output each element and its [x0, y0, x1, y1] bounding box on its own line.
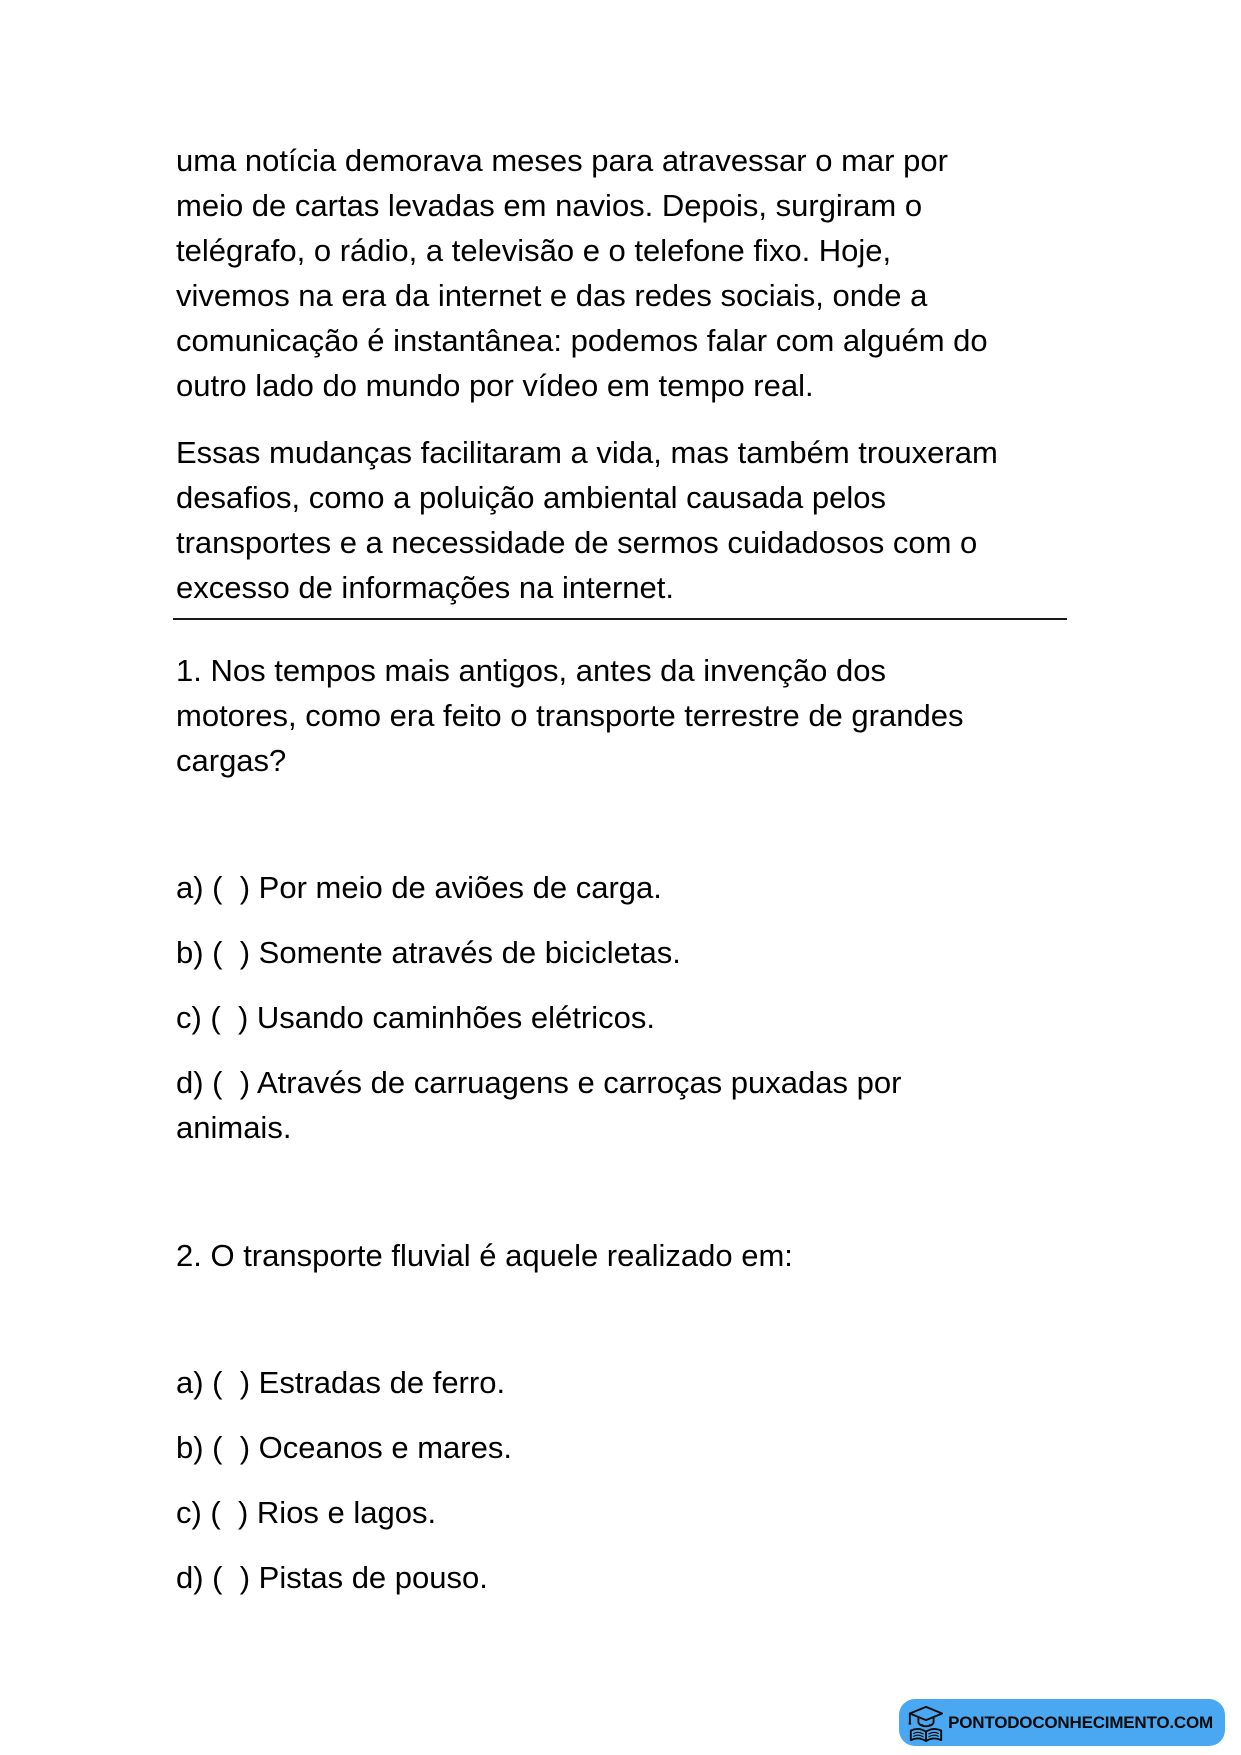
text-line: 1. Nos tempos mais antigos, antes da invenção dos	[176, 653, 886, 688]
question-1-option-b	[176, 930, 1076, 975]
brand-badge[interactable]	[899, 1699, 1225, 1746]
text-line: excesso de informações na internet.	[176, 570, 674, 605]
text-line: cargas?	[176, 743, 287, 778]
text-line: Essas mudanças facilitaram a vida, mas também trouxeram	[176, 435, 998, 470]
question-2-option-c	[176, 1490, 1076, 1535]
text-line: meio de cartas levadas em navios. Depois, surgiram o	[176, 188, 923, 223]
text-line: desafios, como a poluição ambiental causada pelos	[176, 480, 887, 515]
section-divider	[173, 618, 1067, 620]
scholar-graduation-book-icon	[907, 1704, 945, 1742]
text-line: uma notícia demorava meses para atravessar o mar por	[176, 143, 948, 178]
question-2	[176, 1233, 1076, 1600]
text-line: d) ( ) Através de carruagens e carroças puxadas por	[176, 1065, 902, 1100]
text-line: motores, como era feito o transporte terrestre de grandes	[176, 698, 964, 733]
question-2-option-d	[176, 1555, 1076, 1600]
text-line: d) ( ) Pistas de pouso.	[176, 1560, 488, 1595]
text-line: a) ( ) Estradas de ferro.	[176, 1365, 506, 1400]
text-line: c) ( ) Rios e lagos.	[176, 1495, 437, 1530]
paragraph-1	[176, 138, 1076, 408]
question-1-option-a	[176, 865, 1076, 910]
paragraph-2	[176, 430, 1076, 610]
text-line: a) ( ) Por meio de aviões de carga.	[176, 870, 662, 905]
text-line: vivemos na era da internet e das redes sociais, onde a	[176, 278, 928, 313]
question-1-option-c	[176, 995, 1076, 1040]
text-line: outro lado do mundo por vídeo em tempo real.	[176, 368, 814, 403]
questions-section	[176, 648, 1076, 1600]
question-1-stem	[176, 648, 1076, 783]
brand-text: PONTODOCONHECIMENTO.COM	[948, 1712, 1213, 1732]
text-line: 2. O transporte fluvial é aquele realizado em:	[176, 1238, 793, 1273]
text-line: b) ( ) Oceanos e mares.	[176, 1430, 512, 1465]
text-line: comunicação é instantânea: podemos falar com alguém do	[176, 323, 988, 358]
intro-paragraphs	[176, 138, 1076, 610]
question-2-options	[176, 1360, 1076, 1600]
text-line: c) ( ) Usando caminhões elétricos.	[176, 1000, 655, 1035]
text-line: telégrafo, o rádio, a televisão e o telefone fixo. Hoje,	[176, 233, 892, 268]
document-body	[176, 138, 1076, 1600]
question-2-option-a	[176, 1360, 1076, 1405]
question-2-stem	[176, 1233, 1076, 1278]
text-line: b) ( ) Somente através de bicicletas.	[176, 935, 681, 970]
text-line: animais.	[176, 1110, 292, 1145]
text-line: transportes e a necessidade de sermos cuidadosos com o	[176, 525, 978, 560]
question-1	[176, 648, 1076, 1150]
question-2-option-b	[176, 1425, 1076, 1470]
question-1-option-d	[176, 1060, 1076, 1150]
question-1-options	[176, 865, 1076, 1150]
